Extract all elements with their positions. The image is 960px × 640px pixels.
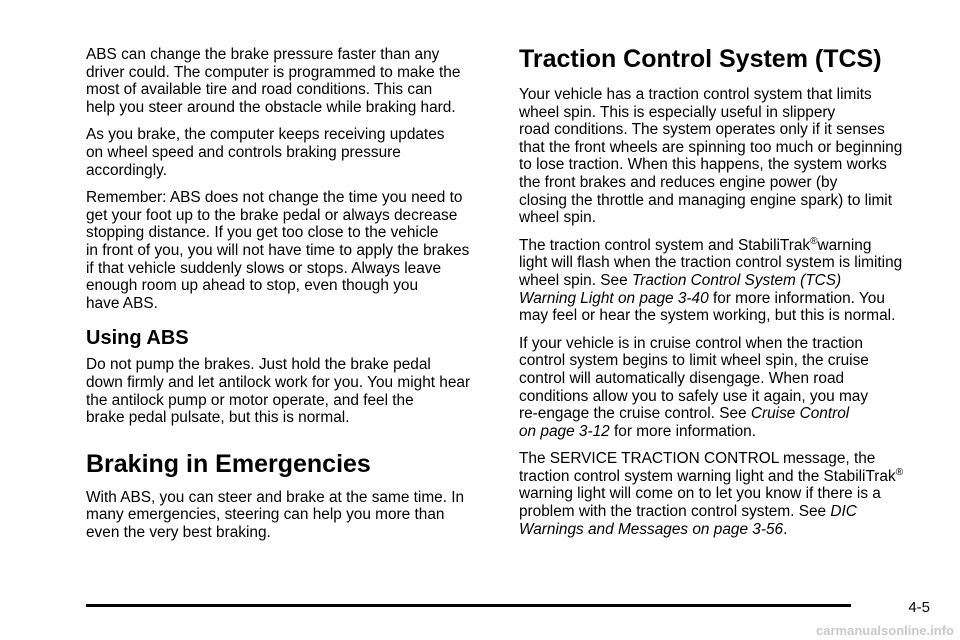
tcs-p2-text-c: for more information. You may feel or hear the system working, but this is normal. [519, 289, 896, 325]
braking-emergencies-heading: Braking in Emergencies [86, 449, 371, 478]
tcs-p3-text-a: If your vehicle is in cruise control when the traction control system begins to limit wheel spin, the cruise control will automatically disengage. When road conditions allow you to safely use it again, you may re-engage the cruise control. See [519, 334, 869, 423]
tcs-p4-text-c: . [783, 520, 788, 538]
registered-mark-2: ® [895, 466, 904, 478]
braking-emergencies-paragraph: With ABS, you can steer and brake at the same time. In many emergencies, steering can help you more than even the very best braking. [86, 488, 465, 541]
footer-rule [86, 604, 851, 607]
abs-paragraph-2: As you brake, the computer keeps receiving updates on wheel speed and controls braking pressure accordingly. [86, 126, 445, 179]
right-column [519, 44, 931, 548]
using-abs-heading: Using ABS [86, 327, 189, 350]
cruise-control-reference: Cruise Control on page 3-12 [519, 405, 850, 440]
tcs-paragraph-1: Your vehicle has a traction control system that limits wheel spin. This is especially useful in slippery road conditions. The system operates only if it senses that the front wheels are spinning too much or beginning to lose traction. When this happens, the system works the front brakes and reduces engine power (by closing the throttle and managing engine spark) to limit wheel spin. [519, 86, 903, 227]
tcs-p4-text-a: The SERVICE TRACTION CONTROL message, the traction control system warning light and the StabiliTrak [519, 450, 896, 485]
dic-warnings-reference: DIC Warnings and Messages on page 3-56 [519, 503, 857, 538]
tcs-p2-text-b: warning light will flash when the traction control system is limiting wheel spin. See [519, 236, 903, 289]
left-column [86, 46, 494, 551]
tcs-p4-text-b: warning light will come on to let you know if there is a problem with the traction control system. See [519, 485, 881, 521]
tcs-heading: Traction Control System (TCS) [519, 45, 882, 73]
tcs-warning-light-reference: Traction Control System (TCS) Warning Light on page 3-40 [519, 271, 842, 307]
registered-mark: ® [810, 235, 818, 247]
tcs-p3-text-b: for more information. [609, 422, 756, 440]
tcs-paragraph-3 [519, 335, 931, 441]
using-abs-paragraph: Do not pump the brakes. Just hold the brake pedal down firmly and let antilock work for you. You might hear the antilock pump or motor operate, and feel the brake pedal pulsate, but this is normal. [86, 356, 471, 427]
abs-paragraph-1: ABS can change the brake pressure faster than any driver could. The computer is programmed to make the most of available tire and road conditions. This can help you steer around the obstacle while braking hard. [86, 46, 461, 116]
abs-paragraph-3: Remember: ABS does not change the time you need to get your foot up to the brake pedal or always decrease stopping distance. If you get too close to the vehicle in front of you, you will not have time to apply the brakes if that vehicle suddenly slows or stops. Always leave enough room up ahead to stop, even though you have ABS. [86, 189, 470, 312]
page-number: 4-5 [908, 599, 930, 616]
tcs-paragraph-4 [519, 450, 931, 538]
tcs-paragraph-2 [519, 237, 931, 325]
watermark: carmanualsonline.info [816, 623, 954, 638]
tcs-p2-text-a: The traction control system and StabiliTrak [519, 236, 811, 254]
